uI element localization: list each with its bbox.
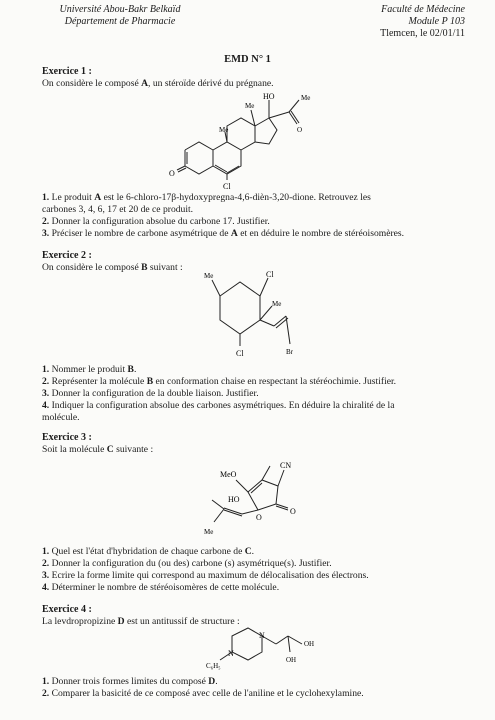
methyl-label: Me bbox=[219, 126, 229, 134]
header-right bbox=[315, 4, 465, 40]
exercise1-question3 bbox=[42, 228, 482, 240]
text: est le 6-chloro-17β-hydoxypregna-4,6-dièn-3,20-dione. Retrouvez les bbox=[101, 192, 371, 203]
chlorine-label: Cl bbox=[236, 349, 244, 358]
oxygen-label: O bbox=[297, 126, 303, 134]
compound-label: D bbox=[208, 676, 216, 687]
text: en conformation chaise en respectant la stéréochimie. Justifier. bbox=[153, 376, 397, 387]
text: Donner la configuration de la double liaison. Justifier. bbox=[49, 388, 259, 399]
exercise2-heading: Exercice 2 : bbox=[42, 250, 92, 261]
methoxy-label: MeO bbox=[220, 470, 237, 479]
question-number: 2. bbox=[42, 376, 50, 387]
exercise3-heading: Exercice 3 : bbox=[42, 432, 92, 443]
exercise2-question4 bbox=[42, 400, 482, 412]
compound-label: A bbox=[230, 228, 238, 239]
university-name: Université Abou-Bakr Belkaïd bbox=[59, 4, 181, 15]
nitrogen-label: N bbox=[259, 631, 265, 640]
hydroxyl-label: HO bbox=[228, 495, 240, 504]
hydroxyl-label: HO bbox=[263, 92, 275, 101]
text: Indiquer la configuration absolue des carbones asymétriques. En déduire la chiralité de la bbox=[49, 400, 395, 411]
text: Représenter la molécule bbox=[49, 376, 147, 387]
question-number: 3. bbox=[42, 570, 50, 581]
text: Préciser le nombre de carbone asymétrique de bbox=[49, 228, 231, 239]
exercise3-question2 bbox=[42, 558, 482, 570]
nitrogen-label: N bbox=[228, 649, 234, 658]
question-number: 4. bbox=[42, 400, 50, 411]
question-number: 2. bbox=[42, 688, 50, 699]
text: Comparer la basicité de ce composé avec celle de l'aniline et le cyclohexylamine. bbox=[49, 688, 364, 699]
furanone-structure-c bbox=[190, 452, 330, 544]
text: suivant : bbox=[147, 262, 183, 273]
header-left bbox=[40, 4, 200, 28]
exercise2-question1 bbox=[42, 364, 482, 376]
cyclohexane-structure-b bbox=[190, 266, 330, 364]
exercise2-question2 bbox=[42, 376, 482, 388]
question-number: 3. bbox=[42, 228, 50, 239]
text: et en déduire le nombre de stéréoisomères. bbox=[237, 228, 405, 239]
faculty-name: Faculté de Médecine bbox=[381, 4, 465, 15]
text: Nommer le produit bbox=[49, 364, 128, 375]
text: . bbox=[251, 546, 255, 557]
question-number: 1. bbox=[42, 192, 50, 203]
exercise1-question1 bbox=[42, 192, 482, 204]
text: Le produit bbox=[49, 192, 95, 203]
text: suivante : bbox=[113, 444, 154, 455]
text: On considère le composé bbox=[42, 78, 142, 89]
exercise2-question4-cont: molécule. bbox=[42, 412, 80, 423]
text: On considère le composé bbox=[42, 262, 142, 273]
exercise1-question1-cont: carbones 3, 4, 6, 17 et 20 de ce produit. bbox=[42, 204, 194, 215]
nitrile-label: CN bbox=[280, 461, 292, 470]
text: Donner la configuration du (ou des) carbone (s) asymétrique(s). Justifier. bbox=[49, 558, 332, 569]
exercise4-question1 bbox=[42, 676, 482, 688]
exam-title: EMD N° 1 bbox=[224, 54, 271, 65]
question-number: 1. bbox=[42, 364, 50, 375]
exercise4-heading: Exercice 4 : bbox=[42, 604, 92, 615]
text: . bbox=[133, 364, 137, 375]
text: Donner la configuration absolue du carbone 17. Justifier. bbox=[49, 216, 270, 227]
piperazine-structure-d bbox=[190, 622, 330, 674]
text: Donner trois formes limites du composé bbox=[49, 676, 209, 687]
compound-label: B bbox=[127, 364, 134, 375]
phenyl-label: C₆H₅ bbox=[206, 662, 221, 670]
compound-label: C bbox=[244, 546, 252, 557]
methyl-label: Me bbox=[245, 102, 255, 110]
oxygen-label: O bbox=[169, 169, 175, 178]
question-number: 1. bbox=[42, 546, 50, 557]
text: , un stéroïde dérivé du prégnane. bbox=[148, 78, 274, 89]
ring-oxygen-label: O bbox=[256, 513, 262, 522]
compound-label: A bbox=[94, 192, 102, 203]
question-number: 1. bbox=[42, 676, 50, 687]
methyl-label: Me bbox=[272, 300, 282, 308]
exercise3-question4 bbox=[42, 582, 482, 594]
text: Soit la molécule bbox=[42, 444, 107, 455]
chlorine-label: Cl bbox=[266, 270, 274, 279]
steroid-structure-a bbox=[165, 86, 335, 192]
question-number: 3. bbox=[42, 388, 50, 399]
compound-label: C bbox=[106, 444, 114, 455]
text: Déterminer le nombre de stéréoisomères de cette molécule. bbox=[49, 582, 280, 593]
carbonyl-oxygen-label: O bbox=[290, 507, 296, 516]
methyl-label: Me bbox=[204, 272, 214, 280]
exercise4-question2 bbox=[42, 688, 482, 700]
text: Quel est l'état d'hybridation de chaque carbone de bbox=[49, 546, 245, 557]
hydroxyl-label: OH bbox=[286, 656, 297, 664]
question-number: 2. bbox=[42, 216, 50, 227]
place-date: Tlemcen, le 02/01/11 bbox=[380, 28, 465, 39]
module-name: Module P 103 bbox=[408, 16, 465, 27]
chlorine-label: Cl bbox=[223, 182, 231, 191]
exercise3-question1 bbox=[42, 546, 482, 558]
text: La levdropropizine bbox=[42, 616, 118, 627]
question-number: 2. bbox=[42, 558, 50, 569]
bromine-label: Br bbox=[286, 348, 293, 356]
exercise3-question3 bbox=[42, 570, 482, 582]
compound-label: B bbox=[141, 262, 148, 273]
department-name: Département de Pharmacie bbox=[64, 16, 176, 27]
compound-label: B bbox=[146, 376, 154, 387]
compound-label: A bbox=[141, 78, 149, 89]
methyl-label: Me bbox=[301, 94, 311, 102]
text: est un antitussif de structure : bbox=[124, 616, 240, 627]
compound-label: D bbox=[117, 616, 125, 627]
methyl-label: Me bbox=[204, 528, 214, 536]
hydroxyl-label: OH bbox=[304, 640, 315, 648]
exercise1-heading: Exercice 1 : bbox=[42, 66, 92, 77]
exercise2-question3 bbox=[42, 388, 482, 400]
text: . bbox=[215, 676, 218, 687]
exercise1-question2 bbox=[42, 216, 482, 228]
text: Ecrire la forme limite qui correspond au maximum de délocalisation des électrons. bbox=[49, 570, 369, 581]
question-number: 4. bbox=[42, 582, 50, 593]
